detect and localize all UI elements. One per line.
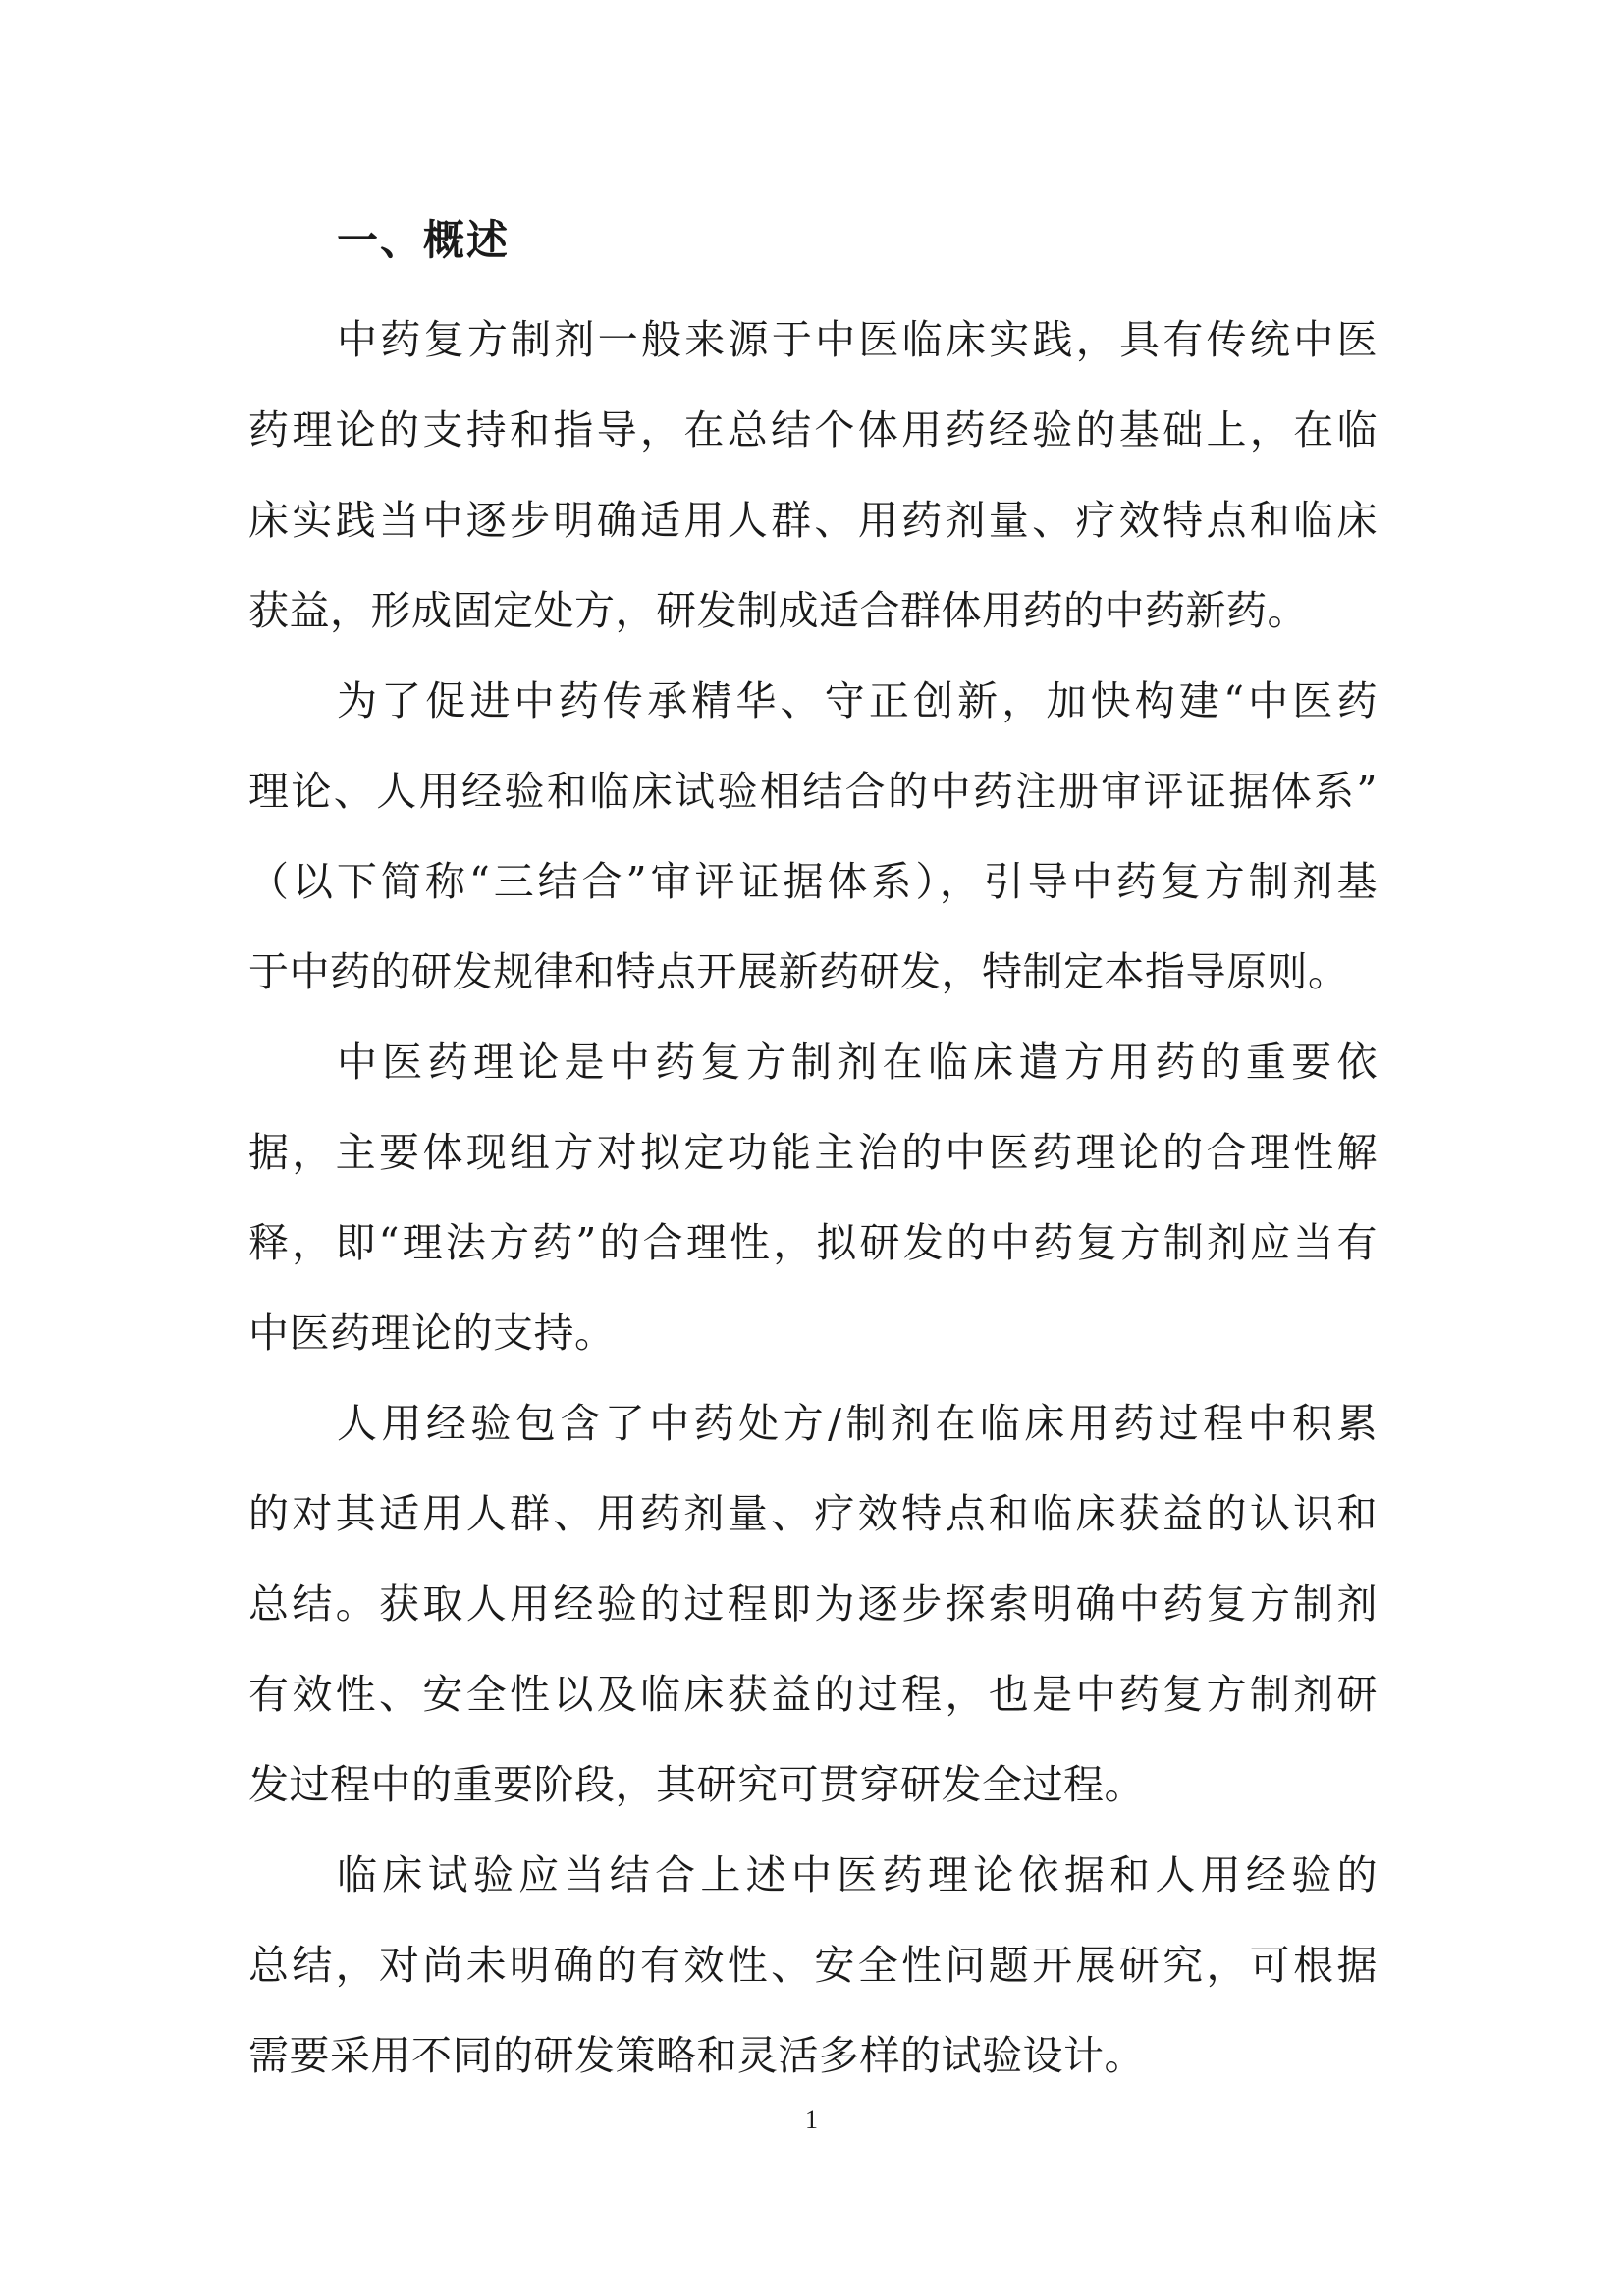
paragraph-line: 总结，对尚未明确的有效性、安全性问题开展研究，可根据 <box>248 1942 1378 1989</box>
document-body <box>248 206 1378 2101</box>
paragraph-purpose <box>248 656 1378 1017</box>
paragraph-line: 有效性、安全性以及临床获益的过程，也是中药复方制剂研 <box>248 1671 1378 1718</box>
paragraph-line: 中药复方制剂一般来源于中医临床实践，具有传统中医 <box>337 316 1378 363</box>
paragraph-line: 人用经验包含了中药处方/制剂在临床用药过程中积累 <box>337 1400 1378 1447</box>
paragraph-line: 获益，形成固定处方，研发制成适合群体用药的中药新药。 <box>248 587 1308 634</box>
paragraph-line: 理论、人用经验和临床试验相结合的中药注册审评证据体系” <box>248 768 1378 815</box>
paragraph-line: 临床试验应当结合上述中医药理论依据和人用经验的 <box>337 1851 1378 1898</box>
paragraph-line: （以下简称“三结合”审评证据体系），引导中药复方制剂基 <box>248 858 1378 905</box>
paragraph-line: 据，主要体现组方对拟定功能主治的中医药理论的合理性解 <box>248 1129 1378 1176</box>
paragraph-human-experience <box>248 1378 1378 1830</box>
paragraph-line: 于中药的研发规律和特点开展新药研发，特制定本指导原则。 <box>248 948 1349 995</box>
paragraph-line: 释，即“理法方药”的合理性，拟研发的中药复方制剂应当有 <box>248 1219 1378 1266</box>
page-number: 1 <box>805 2106 818 2134</box>
paragraph-line: 中医药理论是中药复方制剂在临床遣方用药的重要依 <box>337 1039 1378 1086</box>
paragraph-line: 需要采用不同的研发策略和灵活多样的试验设计。 <box>248 2032 1145 2079</box>
paragraph-line: 的对其适用人群、用药剂量、疗效特点和临床获益的认识和 <box>248 1490 1378 1537</box>
paragraph-overview <box>248 294 1378 656</box>
paragraph-tcm-theory <box>248 1017 1378 1378</box>
paragraph-clinical-trials <box>248 1830 1378 2101</box>
paragraph-line: 中医药理论的支持。 <box>248 1309 616 1357</box>
section-heading: 一、概述 <box>337 216 511 264</box>
paragraph-line: 发过程中的重要阶段，其研究可贯穿研发全过程。 <box>248 1761 1145 1808</box>
paragraph-line: 为了促进中药传承精华、守正创新，加快构建“中医药 <box>337 677 1378 724</box>
paragraph-line: 药理论的支持和指导，在总结个体用药经验的基础上，在临 <box>248 406 1378 454</box>
paragraph-line: 总结。获取人用经验的过程即为逐步探索明确中药复方制剂 <box>248 1580 1378 1628</box>
paragraph-line: 床实践当中逐步明确适用人群、用药剂量、疗效特点和临床 <box>248 497 1378 544</box>
